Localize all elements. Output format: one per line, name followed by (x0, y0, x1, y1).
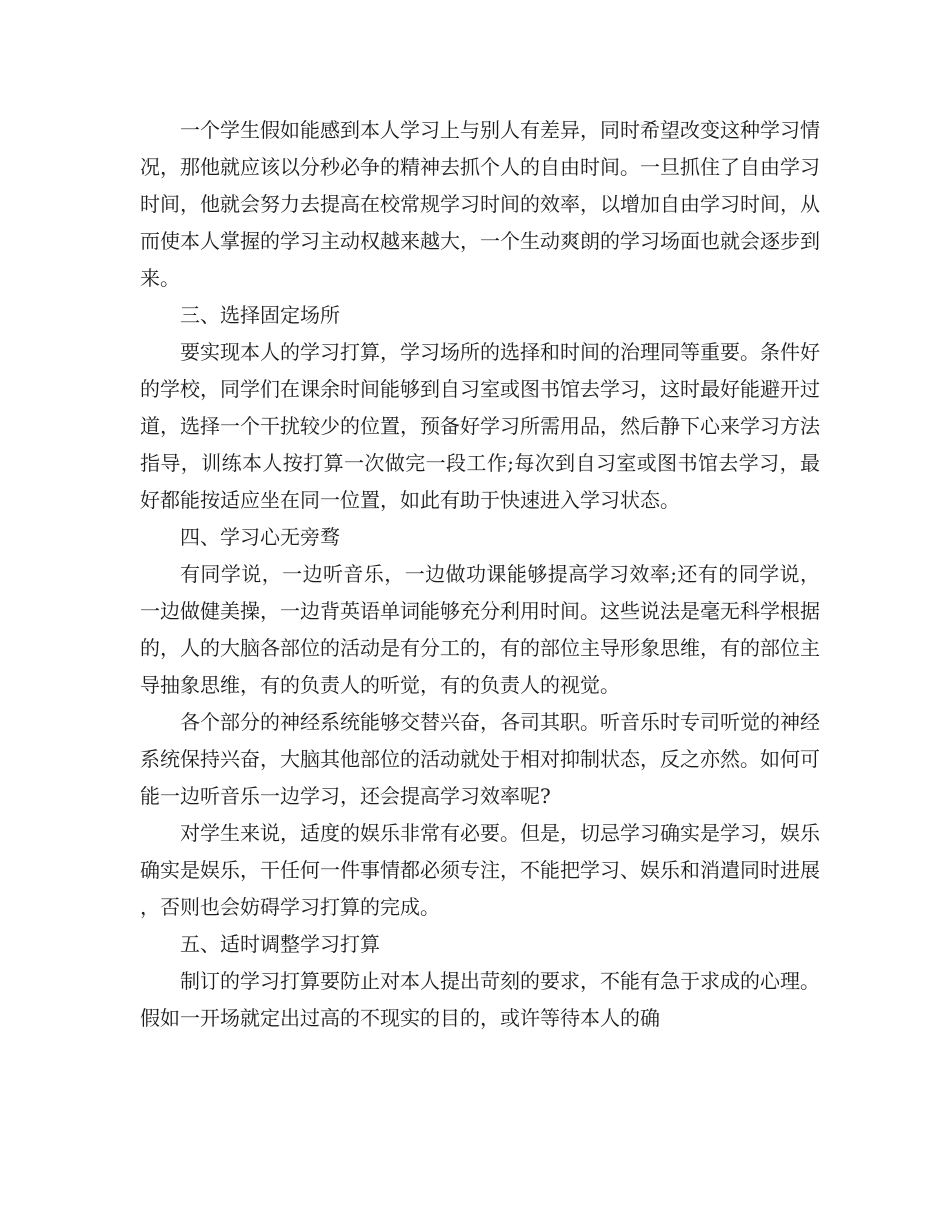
paragraph: 各个部分的神经系统能够交替兴奋，各司其职。听音乐时专司听觉的神经系统保持兴奋，大脑其他部位的活动就处于相对抑制状态，反之亦然。如何可能一边听音乐一边学习，还会提高学习效率呢? (140, 710, 820, 808)
document-body (140, 112, 820, 1037)
paragraph: 要实现本人的学习打算，学习场所的选择和时间的治理同等重要。条件好的学校，同学们在课余时间能够到自习室或图书馆去学习，这时最好能避开过道，选择一个干扰较少的位置，预备好学习所需用品，然后静下心来学习方法指导，训练本人按打算一次做完一段工作;每次到自习室或图书馆去学习，最好都能按适应坐在同一位置，如此有助于快速进入学习状态。 (140, 340, 820, 512)
paragraph: 有同学说，一边听音乐，一边做功课能够提高学习效率;还有的同学说，一边做健美操，一边背英语单词能够充分利用时间。这些说法是毫无科学根据的，人的大脑各部位的活动是有分工的，有的部位主导形象思维，有的部位主导抽象思维，有的负责人的听觉，有的负责人的视觉。 (140, 562, 820, 697)
paragraph: 对学生来说，适度的娱乐非常有必要。但是，切忌学习确实是学习，娱乐确实是娱乐，干任何一件事情都必须专注，不能把学习、娱乐和消遣同时进展，否则也会妨碍学习打算的完成。 (140, 821, 820, 919)
paragraph: 一个学生假如能感到本人学习上与别人有差异，同时希望改变这种学习情况，那他就应该以分秒必争的精神去抓个人的自由时间。一旦抓住了自由学习时间，他就会努力去提高在校常规学习时间的效率，以增加自由学习时间，从而使本人掌握的学习主动权越来越大，一个生动爽朗的学习场面也就会逐步到来。 (140, 118, 820, 290)
section-heading: 五、适时调整学习打算 (180, 932, 380, 956)
section-heading: 四、学习心无旁骛 (180, 525, 340, 549)
section-heading: 三、选择固定场所 (180, 303, 340, 327)
paragraph: 制订的学习打算要防止对本人提出苛刻的要求，不能有急于求成的心理。假如一开场就定出过高的不现实的目的，或许等待本人的确 (140, 969, 820, 1030)
